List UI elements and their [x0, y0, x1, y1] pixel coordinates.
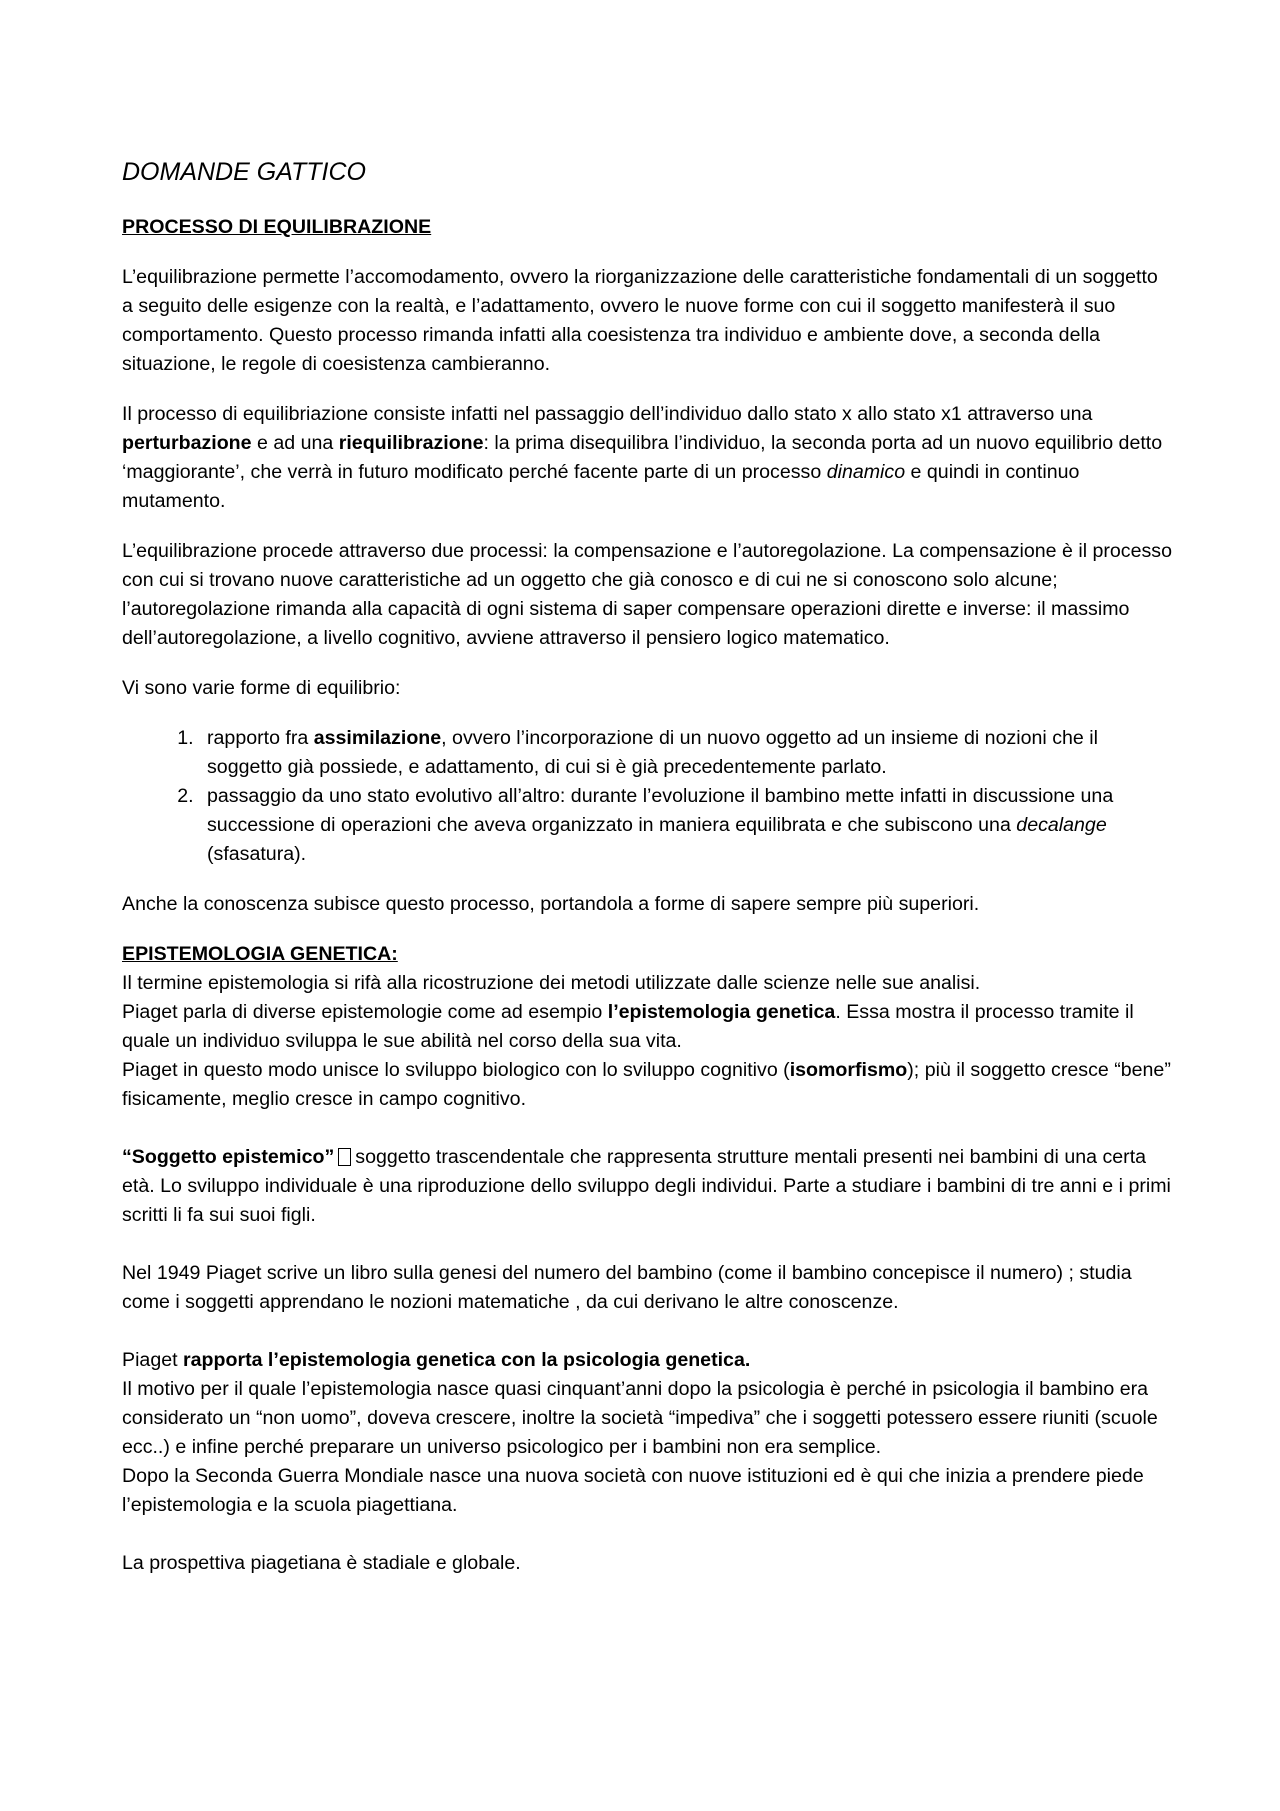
list-item: [199, 724, 1172, 782]
paragraph-processo-equilibriazione: [122, 400, 1172, 516]
paragraph-equilibrazione-intro: L’equilibrazione permette l’accomodamento, ovvero la riorganizzazione delle caratteristiche fondamentali di un soggetto a seguito delle esigenze con la realtà, e l’adattamento, ovvero le nuove forme con cui il soggetto manifesterà il suo comportamento. Questo processo rimanda infatti alla coesistenza tra individuo e ambiente dove, a seconda della situazione, le regole di coesistenza cambieranno.: [122, 266, 1158, 375]
blank-line: [122, 1520, 1172, 1549]
text-run: : la prima disequilibra l’individuo, la seconda porta ad un nuovo equilibrio detto ‘maggiorante’, che verrà in futuro modificato perché facente parte di un processo: [122, 432, 1163, 483]
paragraph-termine-epistemologia: Il termine epistemologia si rifà alla ricostruzione dei metodi utilizzate dalle scienze nelle sue analisi.: [122, 972, 981, 994]
bold-term-rapporta: rapporta l’epistemologia genetica con la psicologia genetica.: [183, 1349, 751, 1371]
paragraph-seconda-guerra: Dopo la Seconda Guerra Mondiale nasce una nuova società con nuove istituzioni ed è qui che inizia a prendere piede l’epistemologia e la scuola piagettiana.: [122, 1465, 1144, 1516]
text-run: ); più il soggetto cresce “bene” fisicamente, meglio cresce in campo cognitivo.: [122, 1059, 1171, 1110]
text-run: Piaget in questo modo unisce lo sviluppo biologico con lo sviluppo cognitivo (: [122, 1059, 790, 1081]
paragraph-soggetto-epistemico: [122, 1143, 1172, 1230]
bold-term-soggetto-epistemico: “Soggetto epistemico”: [122, 1146, 335, 1168]
bold-term-perturbazione: perturbazione: [122, 432, 252, 454]
paragraph-diverse-epistemologie: [122, 998, 1172, 1056]
bold-term-assimilazione: assimilazione: [313, 727, 442, 749]
text-run: , ovvero l’incorporazione di un nuovo oggetto ad un insieme di nozioni che il soggetto già possiede, e adattamento, di cui si è già precedentemente parlato.: [207, 727, 1098, 778]
list-item: [199, 782, 1172, 869]
italic-term-dinamico: dinamico: [826, 461, 906, 483]
paragraph-prospettiva: La prospettiva piagetiana è stadiale e globale.: [122, 1552, 521, 1574]
text-run: soggetto trascendentale che rappresenta strutture mentali presenti nei bambini di una certa età. Lo sviluppo individuale è una riproduzione dello sviluppo degli individui. Parte a studiare i bambini di tre anni e i primi scritti li fa sui suoi figli.: [122, 1146, 1171, 1226]
text-run: passaggio da uno stato evolutivo all’altro: durante l’evoluzione il bambino mette infatti in discussione una successione di operazioni che aveva organizzato in maniera equilibrata e che subiscono una: [207, 785, 1114, 836]
paragraph-1949: Nel 1949 Piaget scrive un libro sulla genesi del numero del bambino (come il bambino concepisce il numero) ; studia come i soggetti apprendano le nozioni matematiche , da cui derivano le altre conoscenze.: [122, 1262, 1132, 1313]
blank-line: [122, 1317, 1172, 1346]
text-run: Piaget: [122, 1349, 184, 1371]
document-title: DOMANDE GATTICO: [122, 158, 366, 186]
bold-term-epistemologia-genetica: l’epistemologia genetica: [607, 1001, 836, 1023]
paragraph-conoscenza: Anche la conoscenza subisce questo processo, portandola a forme di sapere sempre più superiori.: [122, 893, 980, 915]
section-heading-epistemologia: EPISTEMOLOGIA GENETICA:: [122, 943, 398, 965]
paragraph-forme-equilibrio: Vi sono varie forme di equilibrio:: [122, 677, 401, 699]
paragraph-rapporta: [122, 1346, 1172, 1375]
text-run: rapporto fra: [207, 727, 314, 749]
text-run: (sfasatura).: [207, 843, 307, 865]
bold-term-isomorfismo: isomorfismo: [789, 1059, 908, 1081]
paragraph-isomorfismo: [122, 1056, 1172, 1114]
paragraph-motivo: Il motivo per il quale l’epistemologia nasce quasi cinquant’anni dopo la psicologia è perché in psicologia il bambino era considerato un “non uomo”, doveva crescere, inoltre la società “impediva” che i soggetti potessero essere riuniti (scuole ecc..) e infine perché preparare un universo psicologico per i bambini non era semplice.: [122, 1378, 1158, 1458]
numbered-list-forme: [122, 724, 1172, 869]
text-run: Piaget parla di diverse epistemologie come ad esempio: [122, 1001, 608, 1023]
blank-line: [122, 1230, 1172, 1259]
blank-line: [122, 1114, 1172, 1143]
text-run: e quindi in continuo mutamento.: [122, 461, 1080, 512]
section-heading-equilibrazione: PROCESSO DI EQUILIBRAZIONE: [122, 216, 432, 238]
text-run: . Essa mostra il processo tramite il quale un individuo sviluppa le sue abilità nel corso della sua vita.: [122, 1001, 1134, 1052]
text-run: e ad una: [251, 432, 339, 454]
bold-term-riequilibrazione: riequilibrazione: [338, 432, 484, 454]
document-body: [122, 156, 1172, 1578]
italic-term-decalange: decalange: [1016, 814, 1107, 836]
arrow-icon: [338, 1148, 351, 1166]
paragraph-compensazione: L’equilibrazione procede attraverso due processi: la compensazione e l’autoregolazione. La compensazione è il processo con cui si trovano nuove caratteristiche ad un oggetto che già conosco e di cui ne si conoscono solo alcune; l’autoregolazione rimanda alla capacità di ogni sistema di saper compensare operazioni dirette e inverse: il massimo dell’autoregolazione, a livello cognitivo, avviene attraverso il pensiero logico matematico.: [122, 540, 1172, 649]
text-run: Il processo di equilibriazione consiste infatti nel passaggio dell’individuo dallo stato x allo stato x1 attraverso una: [122, 403, 1093, 425]
